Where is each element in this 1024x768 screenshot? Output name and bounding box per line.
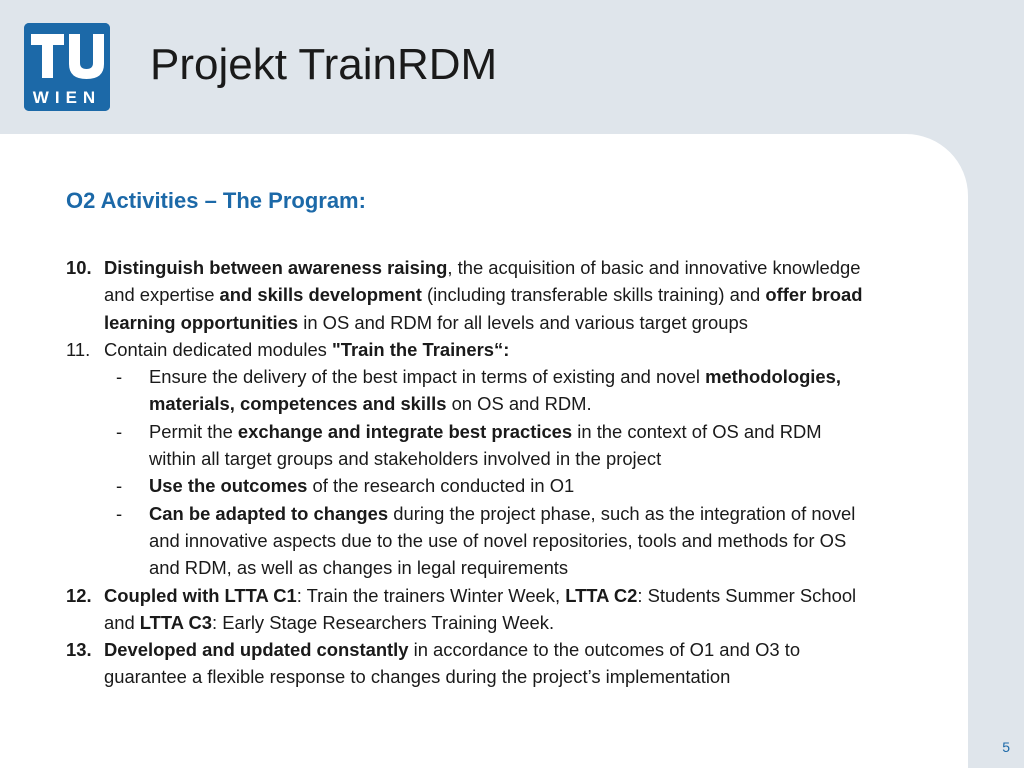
item-text-bold: and skills development [219,284,422,306]
item-text-bold: "Train the Trainers“: [332,338,510,360]
item-text-bold: Can be adapted to changes [149,502,389,524]
item-text-bold: exchange and integrate best practices [237,420,573,442]
list-item-12 [66,582,866,637]
item-text-bold: Developed and updated constantly [104,639,409,661]
list-item-10 [66,254,866,336]
item-text: : Train the trainers Winter Week, [296,584,566,606]
section-title: O2 Activities – The Program: [66,188,366,213]
tu-wien-logo-mark [24,23,110,111]
item-text-bold: Distinguish between awareness raising [104,257,448,278]
sub-item-c [66,472,866,499]
sub-item-b [66,418,866,473]
program-list [66,254,866,691]
logo-wien-text: WIEN [32,88,102,107]
dash-bullet: - [116,420,123,442]
dash-bullet: - [116,502,123,524]
tu-wien-logo [24,23,110,111]
item-text-bold: Use the outcomes [149,475,308,497]
item-number: 10. [66,257,92,278]
item-text: : Early Stage Researchers Training Week. [211,611,555,633]
item-text-bold: Coupled with LTTA C1 [104,584,297,606]
list-item-13 [66,636,866,691]
header [0,0,1024,135]
item-text: on OS and RDM. [446,393,592,415]
page-number: 5 [1002,739,1010,755]
dash-bullet: - [116,366,123,388]
item-text: in the context of OS and RDM within all target groups and stakeholders involved in the project [149,420,822,470]
item-text-bold: LTTA C2 [565,584,638,606]
item-text: Contain dedicated modules [104,338,332,360]
sub-item-d [66,500,866,582]
item-text: in OS and RDM for all levels and various target groups [298,311,748,333]
item-text-bold: LTTA C3 [139,611,212,633]
item-text: , the acquisition of basic and innovative knowledge and expertise [104,257,861,306]
item-text: Ensure the delivery of the best impact in terms of existing and novel [149,366,706,388]
item-text: during the project phase, such as the integration of novel and innovative aspects due to the use of novel repositories, tools and methods for OS and RDM, as well as changes in legal requirements [149,502,856,579]
item-number: 12. [66,584,92,606]
item-text: : Students Summer School and [104,584,857,633]
item-text-bold: offer broad learning opportunities [104,284,863,333]
slide-content [0,134,968,768]
item-number: 11. [66,338,91,360]
dash-bullet: - [116,475,123,497]
item-text: Permit the [149,420,238,442]
item-text-bold: methodologies, materials, competences and skills [149,366,841,415]
sub-item-a [66,363,866,418]
item-number: 13. [66,639,92,661]
item-text: (including transferable skills training) and [421,284,766,306]
page-title: Projekt TrainRDM [150,40,498,89]
item-text: of the research conducted in O1 [307,475,575,497]
list-item-11 [66,336,866,363]
item-text: in accordance to the outcomes of O1 and O3 to guarantee a flexible response to changes during the project’s implementation [104,639,801,688]
